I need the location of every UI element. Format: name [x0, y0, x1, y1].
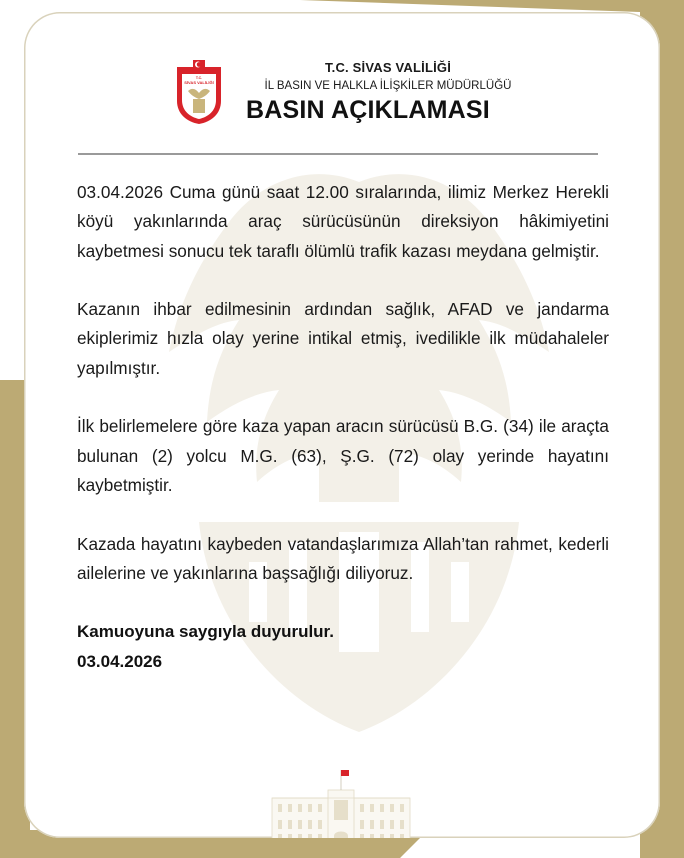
turkish-flag-icon: [341, 770, 349, 790]
sivas-governorship-emblem-icon: [174, 59, 224, 125]
document-title: BASIN AÇIKLAMASI: [246, 96, 490, 124]
svg-text:T.C.: T.C.: [195, 76, 203, 80]
paragraph: İlk belirlemelere göre kaza yapan aracın sürücüsü B.G. (34) ile araçta bulunan (2) yolcu M.G. (63), Ş.G. (72) olay yerinde hayatını kaybetmiştir.: [77, 416, 609, 495]
paragraph: Kazanın ihbar edilmesinin ardından sağlık, AFAD ve jandarma ekiplerimiz hızla olay yerine intikal etmiş, ivedilikle ilk müdahaleler yapılmıştır.: [77, 299, 609, 378]
press-release-body: [77, 178, 609, 676]
closing-statement: Kamuoyuna saygıyla duyurulur.: [77, 622, 334, 642]
paragraph: 03.04.2026 Cuma günü saat 12.00 sıralarında, ilimiz Merkez Herekli köyü yakınlarında araç sürücüsünün direksiyon hâkimiyetini kaybetmesi sonucu tek taraflı ölümlü trafik kazası meydana gelmiştir.: [77, 182, 609, 261]
svg-text:SİVAS VALİLİĞİ: SİVAS VALİLİĞİ: [184, 80, 214, 85]
institution-name: T.C. SİVAS VALİLİĞİ: [324, 60, 452, 75]
release-date: 03.04.2026: [77, 651, 163, 671]
governorship-building-icon: [266, 768, 416, 838]
press-release-card: [24, 12, 660, 838]
letterhead: [24, 52, 660, 142]
paragraph: Kazada hayatını kaybeden vatandaşlarımıza Allah’tan rahmet, kederli ailelerine ve yakınlarına başsağlığı diliyoruz.: [77, 533, 609, 583]
department-name: İL BASIN VE HALKLA İLİŞKİLER MÜDÜRLÜĞÜ: [264, 80, 512, 92]
header-divider: [78, 153, 598, 155]
